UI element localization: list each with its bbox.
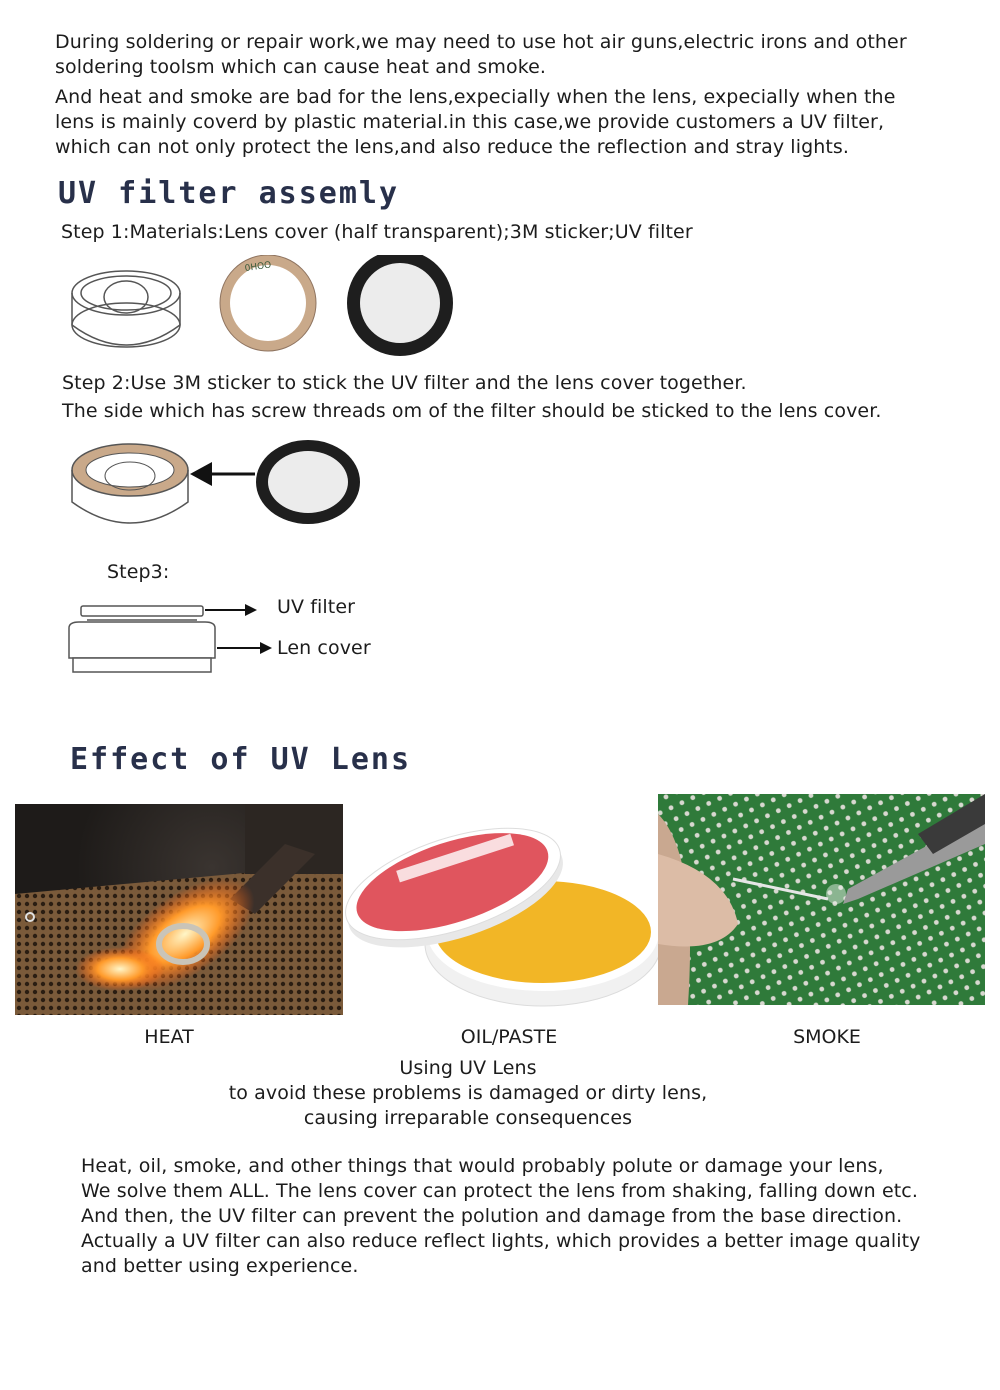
step1-materials-illustration xyxy=(60,255,470,365)
svg-text:0HOO: 0HOO xyxy=(244,260,272,275)
intro-paragraph-1: During soldering or repair work,we may need to use hot air guns,electric irons and other soldering toolsm which can cause heat and smoke. xyxy=(55,31,907,78)
label-len-cover: Len cover xyxy=(277,637,371,659)
caption-smoke: SMOKE xyxy=(793,1026,861,1048)
oil-paste-photo xyxy=(343,804,658,1015)
step2-line-1: Step 2:Use 3M sticker to stick the UV filter and the lens cover together. xyxy=(62,372,747,394)
intro-paragraph-2: And heat and smoke are bad for the lens,expecially when the lens, expecially when the lens is mainly coverd by plastic material.in this case,we provide customers a UV filter, which can not only protect the lens,and also reduce the reflection and stray lights. xyxy=(55,86,896,158)
uv-filter-illustration-2 xyxy=(256,440,360,524)
step2-line-2: The side which has screw threads om of the filter should be sticked to the lens cover. xyxy=(62,400,882,422)
caption-oil-paste: OIL/PASTE xyxy=(460,1026,558,1048)
arrow-right-icon-2 xyxy=(217,642,272,654)
heat-photo xyxy=(15,804,343,1015)
smoke-photo xyxy=(658,794,985,1005)
closing-paragraph: Heat, oil, smoke, and other things that would probably polute or damage your lens, We solve them ALL. The lens cover can protect the lens from shaking, falling down etc. And then, the UV filter can prevent the polution and damage from the base direction. Actually a UV filter can also reduce reflect lights, which provides a better image quality and better using experience. xyxy=(81,1155,921,1277)
step3-side-view-illustration xyxy=(65,598,285,678)
label-uv-filter: UV filter xyxy=(277,596,356,618)
cover-with-sticker-illustration xyxy=(72,444,188,523)
step3-text: Step3: xyxy=(107,561,170,583)
lens-cover-illustration xyxy=(72,271,180,347)
arrow-right-icon xyxy=(205,604,257,616)
uv-filter-illustration xyxy=(347,255,453,356)
step1-text: Step 1:Materials:Lens cover (half transparent);3M sticker;UV filter xyxy=(61,221,693,243)
caption-heat: HEAT xyxy=(144,1026,194,1048)
heat-scene-illustration xyxy=(15,804,343,1015)
paste-jar-illustration xyxy=(343,804,658,1015)
arrow-left-icon xyxy=(190,462,255,486)
uv-lens-summary: Using UV Lens to avoid these problems is damaged or dirty lens, causing irreparable consequences xyxy=(228,1057,708,1129)
sticker-ring-illustration xyxy=(220,255,316,351)
step2-illustration xyxy=(60,432,380,542)
assembly-heading: UV filter assemly xyxy=(58,176,400,211)
pcb-soldering-illustration xyxy=(658,794,985,1005)
effect-heading: Effect of UV Lens xyxy=(70,742,412,777)
